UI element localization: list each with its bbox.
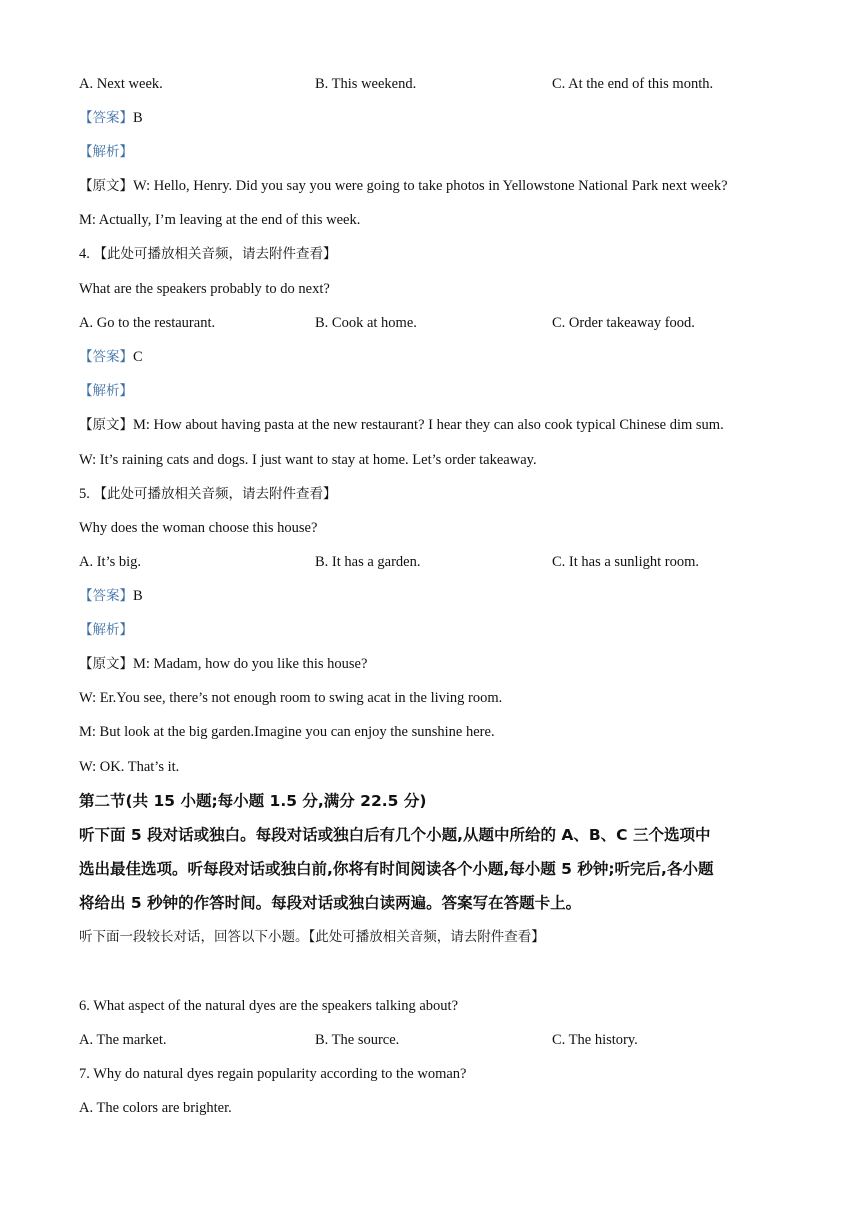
q4-option-c: C. Order takeaway food. bbox=[552, 315, 695, 331]
q6-option-c: C. The history. bbox=[552, 1032, 638, 1048]
audio-note: 【此处可播放相关音频，请去附件查看】 bbox=[93, 486, 337, 502]
q4-transcript-line: W: It’s raining cats and dogs. I just want to stay at home. Let’s order takeaway. bbox=[79, 452, 537, 468]
analysis-tag: 【解析】 bbox=[79, 383, 133, 399]
q5-header bbox=[79, 484, 337, 504]
q3-transcript-line: M: Actually, I’m leaving at the end of this week. bbox=[79, 212, 361, 228]
q7-question: 7. Why do natural dyes regain popularity according to the woman? bbox=[79, 1066, 467, 1082]
analysis-tag: 【解析】 bbox=[79, 622, 133, 638]
q3-option-a: A. Next week. bbox=[79, 76, 163, 92]
q5-transcript-line: M: But look at the big garden.Imagine you can enjoy the sunshine here. bbox=[79, 724, 495, 740]
section-instructions: 选出最佳选项。听每段对话或独白前,你将有时间阅读各个小题,每小题 5 秒钟;听完后,各小题 bbox=[79, 860, 714, 878]
q3-analysis bbox=[79, 142, 133, 162]
q5-transcript-line: W: Er.You see, there’s not enough room to swing acat in the living room. bbox=[79, 690, 503, 706]
q5-transcript-line: W: OK. That’s it. bbox=[79, 759, 180, 775]
transcript-tag: 【原文】 bbox=[79, 417, 133, 433]
q5-transcript-line bbox=[79, 654, 367, 674]
q5-option-c: C. It has a sunlight room. bbox=[552, 554, 700, 570]
q4-question: What are the speakers probably to do next? bbox=[79, 281, 330, 297]
q5-answer bbox=[79, 586, 143, 606]
answer-value: C bbox=[133, 349, 143, 365]
q3-transcript-line bbox=[79, 176, 728, 196]
q4-header bbox=[79, 244, 337, 264]
transcript-text: M: How about having pasta at the new restaurant? I hear they can also cook typical Chinese dim sum. bbox=[133, 417, 724, 433]
q6-option-b: B. The source. bbox=[315, 1032, 400, 1048]
transcript-tag: 【原文】 bbox=[79, 178, 133, 194]
section-heading: 第二节(共 15 小题;每小题 1.5 分,满分 22.5 分) bbox=[79, 792, 427, 810]
answer-tag: 【答案】 bbox=[79, 349, 133, 365]
q4-answer bbox=[79, 347, 143, 367]
dialogue-intro: 听下面一段较长对话，回答以下小题。【此处可播放相关音频，请去附件查看】 bbox=[79, 929, 545, 945]
audio-note: 【此处可播放相关音频，请去附件查看】 bbox=[93, 246, 337, 262]
answer-tag: 【答案】 bbox=[79, 588, 133, 604]
q7-option-a: A. The colors are brighter. bbox=[79, 1100, 232, 1116]
section-instructions: 将给出 5 秒钟的作答时间。每段对话或独白读两遍。答案写在答题卡上。 bbox=[79, 894, 582, 912]
q4-option-a: A. Go to the restaurant. bbox=[79, 315, 216, 331]
q5-analysis bbox=[79, 620, 133, 640]
section-instructions: 听下面 5 段对话或独白。每段对话或独白后有几个小题,从题中所给的 A、B、C 三个选项中 bbox=[79, 826, 711, 844]
transcript-tag: 【原文】 bbox=[79, 656, 133, 672]
q6-question: 6. What aspect of the natural dyes are the speakers talking about? bbox=[79, 998, 459, 1014]
question-number: 5. bbox=[79, 486, 90, 502]
q4-option-b: B. Cook at home. bbox=[315, 315, 417, 331]
analysis-tag: 【解析】 bbox=[79, 144, 133, 160]
q5-option-b: B. It has a garden. bbox=[315, 554, 421, 570]
q5-question: Why does the woman choose this house? bbox=[79, 520, 318, 536]
answer-value: B bbox=[133, 588, 143, 604]
transcript-text: W: Hello, Henry. Did you say you were going to take photos in Yellowstone National Park next week? bbox=[133, 178, 728, 194]
answer-tag: 【答案】 bbox=[79, 110, 133, 126]
answer-value: B bbox=[133, 110, 143, 126]
q4-transcript-line bbox=[79, 415, 724, 435]
transcript-text: M: Madam, how do you like this house? bbox=[133, 656, 368, 672]
q6-option-a: A. The market. bbox=[79, 1032, 167, 1048]
q3-option-c: C. At the end of this month. bbox=[552, 76, 714, 92]
question-number: 4. bbox=[79, 246, 90, 262]
q5-option-a: A. It’s big. bbox=[79, 554, 142, 570]
q3-option-b: B. This weekend. bbox=[315, 76, 417, 92]
q3-answer bbox=[79, 108, 143, 128]
q4-analysis bbox=[79, 381, 133, 401]
